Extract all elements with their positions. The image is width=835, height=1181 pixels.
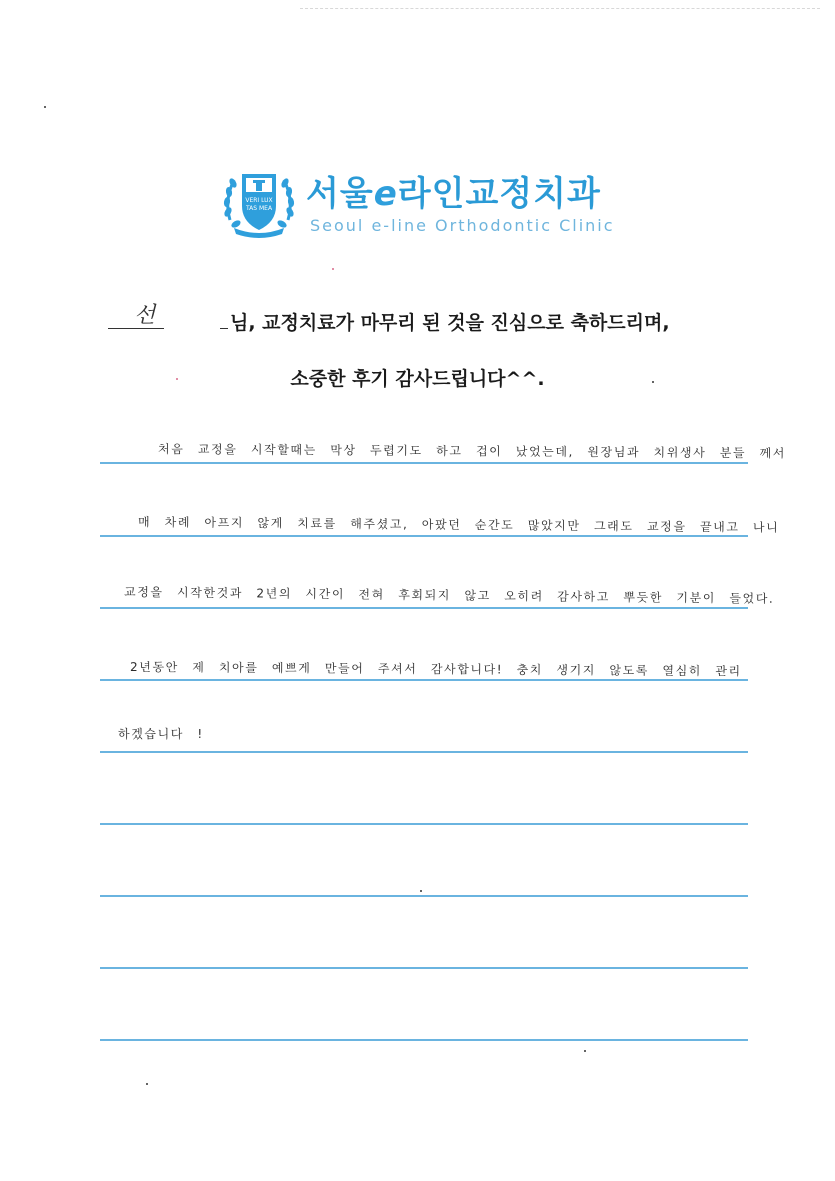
letter-line-1: 처음 교정을 시작할때는 막상 두렵기도 하고 겁이 났었는데, 원장님과 치위생사 분들 께서 (158, 442, 786, 461)
clinic-name (306, 166, 601, 215)
greeting-text-1: 님, 교정치료가 마무리 된 것을 진심으로 축하드리며, (230, 312, 670, 334)
letter-line-2: 매 차례 아프지 않게 치료를 해주셨고, 아팠던 순간도 많았지만 그래도 교정을 끝내고 나니 (138, 515, 780, 535)
greeting-text-2: 소중한 후기 감사드립니다^^. (290, 368, 545, 390)
patient-name-initial: 선 (134, 303, 156, 328)
name-blank-line-end (220, 328, 228, 329)
ruled-line (100, 895, 748, 897)
letter-line-5: 하겠습니다 ! (118, 727, 204, 741)
clinic-logo (220, 162, 640, 242)
emblem-text-2: TAS MEA (245, 205, 273, 212)
clinic-name-part2: 라인교정치과 (397, 174, 601, 214)
ruled-line (100, 823, 748, 825)
ruled-line (100, 751, 748, 753)
letter-line-4: 2년동안 제 치아를 예쁘게 만들어 주셔서 감사합니다! 충치 생기지 않도록 열심히 관리 (130, 660, 742, 679)
ruled-line (100, 535, 748, 537)
speck (146, 1083, 148, 1085)
speck (652, 381, 654, 383)
laurel-crest-icon (220, 162, 298, 240)
ruled-line (100, 462, 748, 464)
top-dashed-rule (300, 8, 820, 9)
ruled-line (100, 607, 748, 609)
clinic-name-part1: 서울 (306, 174, 374, 214)
clinic-name-e: e (373, 174, 398, 214)
speck (176, 378, 178, 380)
letter-line-3: 교정을 시작한것과 2년의 시간이 전혀 후회되지 않고 오히려 감사하고 뿌듯한 기분이 들었다. (124, 585, 775, 606)
ruled-line (100, 967, 748, 969)
speck (420, 890, 422, 892)
speck (584, 1050, 586, 1052)
greeting-line-1 (108, 300, 748, 340)
emblem-text-1: VERI LUX (245, 197, 273, 204)
ruled-line (100, 1039, 748, 1041)
ruled-line (100, 679, 748, 681)
speck (332, 268, 334, 270)
speck (44, 106, 46, 108)
clinic-english-name: Seoul e-line Orthodontic Clinic (310, 216, 615, 235)
